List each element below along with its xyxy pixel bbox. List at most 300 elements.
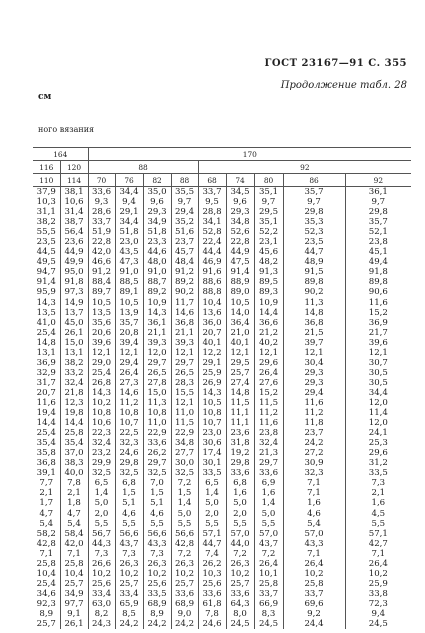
table-cell: 11,3	[304, 297, 324, 308]
table-cell: 23,5	[304, 237, 324, 248]
table-cell: 26,9	[202, 377, 222, 388]
table-cell: 5,0	[205, 498, 219, 509]
table-cell: 25,7	[230, 367, 250, 378]
table-cell: 9,7	[371, 197, 386, 208]
table-cell: 56,7	[91, 528, 112, 539]
table-cell: 11,5	[230, 397, 250, 408]
group-header-164: 164	[33, 148, 88, 161]
table-cell: 49,4	[368, 257, 388, 268]
table-cell: 25,3	[368, 438, 388, 449]
table-cell: 68,9	[147, 598, 167, 609]
table-cell: 5,0	[233, 498, 247, 509]
table-cell: 39,6	[368, 337, 388, 348]
table-cell: 6,8	[122, 478, 136, 489]
table-cell: 26,3	[174, 558, 195, 569]
table-cell: 95,0	[64, 267, 84, 278]
table-cell: 33,4	[91, 588, 112, 599]
table-cell: 63,0	[91, 598, 112, 609]
table-cell: 5,4	[307, 518, 321, 529]
table-cell: 30,9	[304, 458, 324, 469]
table-cell: 14,6	[174, 307, 195, 318]
table-cell: 2,1	[67, 488, 81, 499]
table-cell: 65,9	[119, 598, 139, 609]
group-header-120: 120	[60, 161, 88, 174]
table-cell: 12,1	[119, 347, 139, 358]
table-cell: 14,8	[230, 387, 250, 398]
table-cell: 36,8	[36, 458, 56, 469]
table-cell: 26,4	[119, 367, 139, 378]
table-cell: 11,6	[368, 297, 388, 308]
table-cell: 24,1	[368, 428, 388, 439]
table-cell: 23,6	[64, 237, 84, 248]
table-cell: 5,5	[122, 518, 136, 529]
table-cell: 7,1	[307, 488, 321, 499]
table-cell: 27,2	[304, 448, 324, 459]
table-cell: 4,7	[39, 508, 54, 519]
table-cell: 89,8	[368, 277, 388, 288]
table-cell: 31,1	[36, 207, 56, 218]
table-cell: 25,9	[202, 367, 222, 378]
column-header: 80	[254, 174, 283, 187]
table-cell: 47,3	[119, 257, 139, 268]
table-cell: 26,5	[147, 367, 167, 378]
table-cell: 33,5	[202, 468, 222, 479]
table-cell: 10,8	[91, 408, 112, 419]
table-cell: 94,7	[36, 267, 56, 278]
table-cell: 61,8	[202, 598, 222, 609]
table-cell: 33,6	[230, 468, 250, 479]
table-cell: 10,5	[230, 297, 250, 308]
table-cell: 23,3	[147, 237, 167, 248]
table-cell: 33,6	[91, 187, 112, 197]
table-cell: 17,4	[202, 448, 222, 459]
table-cell: 10,4	[64, 568, 84, 579]
table-cell: 1,5	[122, 488, 136, 499]
table-cell: 21,5	[304, 327, 324, 338]
table-cell: 12,1	[91, 347, 112, 358]
table-cell: 29,7	[147, 458, 167, 469]
table-cell: 8,2	[94, 608, 109, 619]
column-header: 82	[143, 174, 171, 187]
table-cell: 34,5	[230, 187, 250, 197]
data-column	[283, 187, 345, 630]
table-cell: 21,8	[64, 387, 84, 398]
table-cell: 41,0	[36, 317, 56, 328]
table-cell: 9,7	[177, 197, 192, 208]
table-cell: 89,2	[174, 277, 195, 288]
table-cell: 38,7	[64, 217, 84, 228]
table-cell: 88,4	[91, 277, 112, 288]
table-cell: 8,0	[233, 608, 247, 619]
table-cell: 26,3	[147, 558, 167, 569]
table-cell: 11,4	[368, 408, 388, 419]
table-cell: 9,7	[307, 197, 321, 208]
table-cell: 10,1	[258, 568, 279, 579]
table-cell: 33,7	[202, 187, 222, 197]
table-cell: 6,9	[261, 478, 276, 489]
table-cell: 43,3	[147, 538, 167, 549]
data-column	[226, 187, 254, 630]
table-cell: 64,3	[230, 598, 250, 609]
table-cell: 34,4	[119, 187, 139, 197]
table-cell: 1,8	[67, 498, 81, 509]
table-cell: 29,5	[258, 207, 279, 218]
table-cell: 23,8	[368, 237, 388, 248]
table-cell: 32,4	[91, 438, 112, 449]
table-cell: 4,7	[67, 508, 81, 519]
table-cell: 23,8	[258, 428, 279, 439]
table-cell: 11,5	[258, 397, 279, 408]
table-cell: 34,8	[230, 217, 250, 228]
table-cell: 52,1	[368, 227, 388, 238]
table-cell: 5,0	[261, 508, 276, 519]
table-cell: 5,4	[67, 518, 81, 529]
table-cell: 33,6	[202, 588, 222, 599]
table-cell: 13,5	[36, 307, 56, 318]
table-cell: 10,5	[91, 297, 112, 308]
table-cell: 26,1	[64, 619, 84, 630]
column-header: 86	[283, 174, 345, 187]
column-header: 74	[226, 174, 254, 187]
table-cell: 44,7	[304, 247, 324, 258]
table-cell: 35,1	[258, 217, 279, 228]
table-cell: 48,4	[174, 257, 195, 268]
table-cell: 44,9	[230, 247, 250, 258]
table-cell: 38,3	[64, 458, 84, 469]
table-cell: 32,3	[304, 468, 324, 479]
table-cell: 22,9	[174, 428, 195, 439]
table-cell: 12,2	[202, 347, 222, 358]
table-cell: 43,7	[119, 538, 139, 549]
table-cell: 38,1	[64, 187, 84, 197]
table-cell: 11,6	[304, 397, 324, 408]
table-cell: 10,3	[36, 197, 56, 208]
table-cell: 10,2	[368, 568, 388, 579]
table-cell: 6,5	[205, 478, 219, 489]
table-cell: 69,6	[304, 598, 324, 609]
table-cell: 33,6	[258, 468, 279, 479]
table-cell: 33,2	[64, 367, 84, 378]
table-cell: 42,8	[36, 538, 56, 549]
table-cell: 1,6	[261, 488, 276, 499]
table-cell: 88,8	[202, 287, 222, 298]
table-cell: 26,1	[64, 327, 84, 338]
table-cell: 88,6	[202, 277, 222, 288]
table-cell: 23,7	[174, 237, 195, 248]
table-cell: 11,2	[304, 408, 324, 419]
table-cell: 24,6	[119, 448, 139, 459]
table-cell: 13,5	[91, 307, 112, 318]
table-cell: 12,3	[64, 397, 84, 408]
table-cell: 5,5	[371, 518, 386, 529]
table-cell: 13,1	[64, 347, 84, 358]
table-cell: 26,2	[147, 448, 167, 459]
table-cell: 24,2	[174, 619, 195, 630]
table-cell: 10,2	[304, 568, 324, 579]
table-cell: 29,9	[91, 458, 112, 469]
table-cell: 45,7	[174, 247, 195, 258]
table-cell: 9,6	[233, 197, 247, 208]
table-cell: 39,3	[174, 337, 195, 348]
table-cell: 24,2	[119, 619, 139, 630]
data-column	[198, 187, 226, 630]
table-cell: 1,4	[94, 488, 109, 499]
table-cell: 10,4	[202, 297, 222, 308]
table-cell: 28,6	[91, 207, 112, 218]
table-cell: 26,6	[91, 558, 112, 569]
column-header: 88	[171, 174, 198, 187]
table-cell: 27,7	[174, 448, 195, 459]
table-cell: 5,5	[205, 518, 219, 529]
table-cell: 36,9	[368, 317, 388, 328]
table-cell: 44,5	[36, 247, 56, 258]
table-cell: 26,2	[202, 558, 222, 569]
table-cell: 29,8	[368, 207, 388, 218]
table-cell: 21,0	[230, 327, 250, 338]
table-cell: 4,5	[371, 508, 386, 519]
table-cell: 19,2	[230, 448, 250, 459]
table-cell: 33,7	[258, 588, 279, 599]
table-cell: 11,7	[174, 297, 195, 308]
table-cell: 31,2	[368, 458, 388, 469]
table-cell: 11,6	[36, 397, 56, 408]
table-cell: 29,4	[174, 207, 195, 218]
table-cell: 34,1	[202, 217, 222, 228]
table-cell: 13,9	[119, 307, 139, 318]
table-cell: 30,4	[304, 357, 324, 368]
table-cell: 31,8	[230, 438, 250, 449]
table-cell: 1,7	[39, 498, 54, 509]
table-cell: 39,4	[119, 337, 139, 348]
table-cell: 7,2	[261, 548, 276, 559]
table-cell: 11,1	[230, 418, 250, 429]
table-cell: 33,5	[368, 468, 388, 479]
table-cell: 32,3	[119, 438, 139, 449]
page-header-gost: ГОСТ 23167—91 С. 355	[264, 58, 407, 69]
table-cell: 7,2	[177, 478, 192, 489]
table-cell: 33,6	[147, 438, 167, 449]
table-cell: 11,2	[258, 408, 279, 419]
table-cell: 10,2	[119, 568, 139, 579]
table-cell: 20,6	[91, 327, 112, 338]
table-cell: 9,0	[177, 608, 192, 619]
data-column	[345, 187, 411, 630]
table-cell: 7,8	[67, 478, 81, 489]
table-cell: 24,5	[230, 619, 250, 630]
table-cell: 7,2	[177, 548, 192, 559]
table-cell: 89,3	[258, 287, 279, 298]
table-cell: 35,4	[64, 438, 84, 449]
table-cell: 2,0	[233, 508, 247, 519]
table-cell: 12,1	[258, 347, 279, 358]
table-cell: 14,4	[36, 418, 56, 429]
measurement-table	[33, 147, 411, 629]
table-cell: 25,7	[174, 578, 195, 589]
table-cell: 2,1	[39, 488, 54, 499]
table-cell: 35,7	[119, 317, 139, 328]
table-cell: 29,1	[202, 357, 222, 368]
table-cell: 44,3	[91, 538, 112, 549]
table-cell: 72,3	[368, 598, 388, 609]
table-cell: 10,6	[91, 418, 112, 429]
table-cell: 36,4	[230, 317, 250, 328]
table-cell: 7,7	[39, 478, 54, 489]
table-cell: 12,1	[304, 347, 324, 358]
table-cell: 32,4	[64, 377, 84, 388]
table-cell: 25,4	[91, 367, 112, 378]
table-cell: 10,5	[202, 397, 222, 408]
table-cell: 52,2	[258, 227, 279, 238]
table-cell: 10,3	[202, 568, 222, 579]
table-cell: 30,1	[202, 458, 222, 469]
table-cell: 42,0	[91, 247, 112, 258]
table-cell: 44,7	[202, 538, 222, 549]
table-cell: 23,1	[258, 237, 279, 248]
table-cell: 35,7	[368, 217, 388, 228]
table-cell: 97,7	[64, 598, 84, 609]
table-cell: 26,5	[174, 367, 195, 378]
table-cell: 29,3	[230, 207, 250, 218]
table-cell: 25,4	[36, 327, 56, 338]
table-cell: 21,1	[174, 327, 195, 338]
table-cell: 29,3	[304, 367, 324, 378]
table-cell: 29,7	[174, 357, 195, 368]
table-cell: 2,0	[94, 508, 109, 519]
table-cell: 22,3	[91, 428, 112, 439]
table-cell: 58,4	[64, 528, 84, 539]
table-cell: 48,2	[258, 257, 279, 268]
table-cell: 7,2	[233, 548, 247, 559]
table-cell: 29,6	[368, 448, 388, 459]
data-column	[115, 187, 143, 630]
table-cell: 22,8	[91, 237, 112, 248]
table-cell: 45,0	[64, 317, 84, 328]
table-cell: 36,9	[36, 357, 56, 368]
table-cell: 23,2	[91, 448, 112, 459]
table-cell: 57,1	[202, 528, 222, 539]
table-cell: 39,3	[147, 337, 167, 348]
table-cell: 36,8	[304, 317, 324, 328]
table-cell: 14,6	[119, 387, 139, 398]
text-fragment: ного вязания	[38, 125, 95, 134]
table-cell: 89,7	[91, 287, 112, 298]
table-cell: 40,2	[258, 337, 279, 348]
table-cell: 91,2	[174, 267, 195, 278]
table-cell: 91,2	[91, 267, 112, 278]
table-cell: 34,9	[147, 217, 167, 228]
table-cell: 5,5	[94, 518, 109, 529]
table-cell: 5,5	[261, 518, 276, 529]
table-cell: 9,4	[122, 197, 136, 208]
table-cell: 33,6	[230, 588, 250, 599]
table-cell: 15,2	[368, 307, 388, 318]
table-cell: 42,8	[174, 538, 195, 549]
table-cell: 32,5	[119, 468, 139, 479]
header-row-2	[33, 161, 411, 174]
table-cell: 66,9	[258, 598, 279, 609]
table-cell: 35,2	[174, 217, 195, 228]
table-cell: 25,7	[64, 578, 84, 589]
table-cell: 56,4	[64, 227, 84, 238]
table-cell: 97,3	[64, 287, 84, 298]
table-cell: 57,0	[304, 528, 324, 539]
table-cell: 4,6	[307, 508, 321, 519]
table-cell: 9,7	[261, 197, 276, 208]
table-cell: 88,9	[230, 277, 250, 288]
table-cell: 24,3	[91, 619, 112, 630]
table-cell: 35,6	[91, 317, 112, 328]
table-cell: 58,2	[36, 528, 56, 539]
table-cell: 89,1	[119, 287, 139, 298]
table-cell: 91,4	[230, 267, 250, 278]
table-cell: 5,0	[94, 498, 109, 509]
table-cell: 35,0	[147, 187, 167, 197]
table-cell: 89,2	[147, 287, 167, 298]
table-cell: 33,4	[119, 588, 139, 599]
table-cell: 48,0	[147, 257, 167, 268]
table-cell: 30,5	[368, 377, 388, 388]
table-cell: 33,6	[174, 588, 195, 599]
data-column	[33, 187, 60, 630]
table-cell: 49,5	[36, 257, 56, 268]
table-cell: 12,0	[368, 397, 388, 408]
table-cell: 7,3	[94, 548, 109, 559]
table-cell: 42,0	[64, 538, 84, 549]
table-cell: 43,7	[258, 538, 279, 549]
table-cell: 29,8	[119, 458, 139, 469]
table-cell: 10,7	[202, 418, 222, 429]
data-column	[88, 187, 115, 630]
table-cell: 11,8	[304, 418, 324, 429]
table-cell: 5,1	[150, 498, 164, 509]
table-cell: 29,4	[119, 357, 139, 368]
table-cell: 35,4	[36, 438, 56, 449]
table-cell: 27,4	[230, 377, 250, 388]
table-cell: 34,4	[119, 217, 139, 228]
table-cell: 57,0	[230, 528, 250, 539]
table-cell: 5,5	[233, 518, 247, 529]
table-cell: 7,3	[122, 548, 136, 559]
table-cell: 7,1	[39, 548, 54, 559]
table-cell: 49,9	[64, 257, 84, 268]
table-cell: 1,5	[150, 488, 164, 499]
table-cell: 10,7	[119, 418, 139, 429]
table-cell: 89,5	[258, 277, 279, 288]
table-cell: 91,6	[202, 267, 222, 278]
table-cell: 25,9	[368, 578, 388, 589]
table-cell: 56,6	[174, 528, 195, 539]
table-cell: 10,9	[147, 297, 167, 308]
table-cell: 32,4	[258, 438, 279, 449]
table-cell: 1,4	[261, 498, 276, 509]
table-cell: 91,5	[304, 267, 324, 278]
table-cell: 39,7	[304, 337, 324, 348]
table-cell: 7,0	[150, 478, 164, 489]
table-cell: 14,3	[36, 297, 56, 308]
table-cell: 38,2	[36, 217, 56, 228]
table-cell: 11,0	[147, 418, 167, 429]
table-cell: 27,6	[258, 377, 279, 388]
table-cell: 7,1	[371, 548, 386, 559]
table-cell: 23,0	[202, 428, 222, 439]
table-cell: 91,0	[119, 267, 139, 278]
table-cell: 7,3	[371, 478, 386, 489]
table-cell: 52,6	[230, 227, 250, 238]
table-cell: 29,8	[230, 458, 250, 469]
table-cell: 29,7	[258, 458, 279, 469]
table-cell: 25,8	[36, 558, 56, 569]
table-cell: 25,7	[36, 619, 56, 630]
